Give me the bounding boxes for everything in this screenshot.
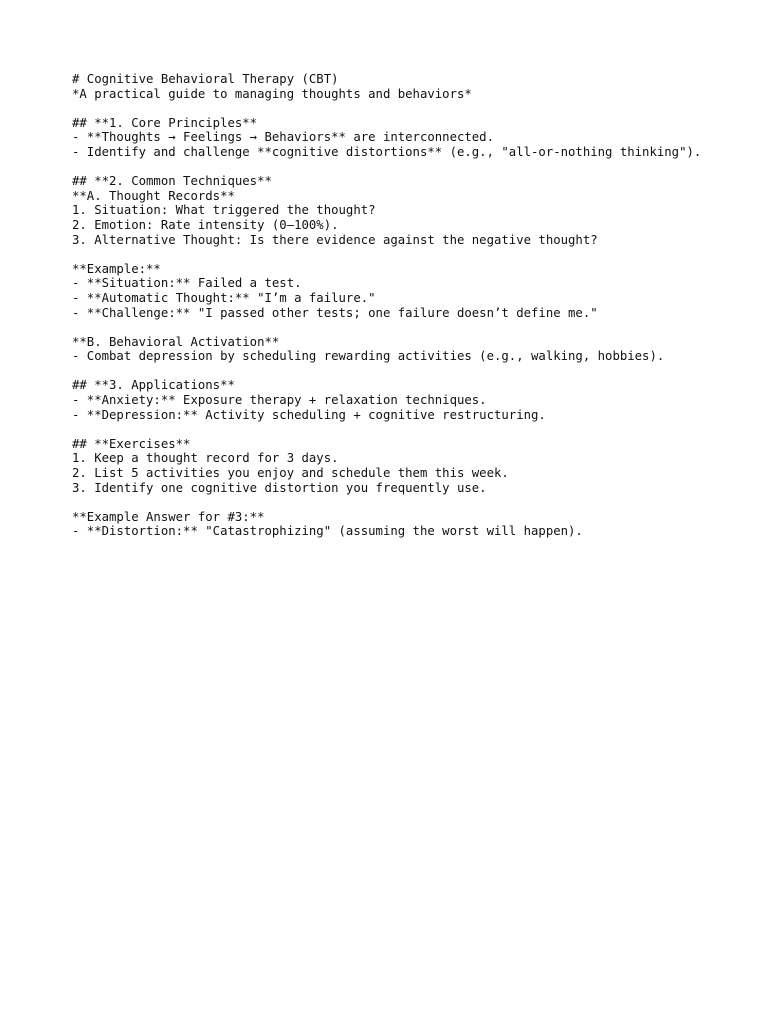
example-answer-heading: **Example Answer for #3:** (72, 509, 265, 524)
list-item: 2. List 5 activities you enjoy and schedule them this week. (72, 466, 509, 481)
list-item: 3. Identify one cognitive distortion you frequently use. (72, 480, 487, 495)
spacer (72, 364, 702, 379)
list-item: - **Challenge:** "I passed other tests; one failure doesn’t define me." (72, 305, 598, 320)
list-item: - **Distortion:** "Catastrophizing" (assuming the worst will happen). (72, 524, 583, 539)
list-item: 3. Alternative Thought: Is there evidence against the negative thought? (72, 232, 598, 247)
list-item: - **Depression:** Activity scheduling + cognitive restructuring. (72, 407, 546, 422)
spacer (72, 160, 702, 175)
document-title: # Cognitive Behavioral Therapy (CBT) (72, 72, 339, 86)
spacer (72, 101, 702, 116)
list-item: - Identify and challenge **cognitive distortions** (e.g., "all-or-nothing thinking"). (72, 144, 702, 159)
document-page (72, 72, 702, 539)
subheading-thought-records: **A. Thought Records** (72, 188, 235, 203)
list-item: - **Thoughts → Feelings → Behaviors** are interconnected. (72, 130, 494, 145)
list-item: - **Situation:** Failed a test. (72, 276, 302, 291)
list-item: - **Automatic Thought:** "I’m a failure." (72, 290, 376, 305)
list-item: 1. Keep a thought record for 3 days. (72, 451, 339, 466)
section-heading-common-techniques: ## **2. Common Techniques** (72, 174, 272, 189)
list-item: 1. Situation: What triggered the thought? (72, 203, 376, 218)
list-item: - **Anxiety:** Exposure therapy + relaxation techniques. (72, 393, 487, 408)
spacer (72, 320, 702, 335)
spacer (72, 495, 702, 510)
document-subtitle: *A practical guide to managing thoughts and behaviors* (72, 86, 472, 101)
section-heading-exercises: ## **Exercises** (72, 436, 191, 451)
subheading-behavioral-activation: **B. Behavioral Activation** (72, 334, 280, 349)
list-item: - Combat depression by scheduling rewarding activities (e.g., walking, hobbies). (72, 349, 665, 364)
section-heading-applications: ## **3. Applications** (72, 378, 235, 393)
spacer (72, 422, 702, 437)
spacer (72, 247, 702, 262)
section-heading-core-principles: ## **1. Core Principles** (72, 115, 258, 130)
example-heading: **Example:** (72, 261, 161, 276)
list-item: 2. Emotion: Rate intensity (0–100%). (72, 217, 339, 232)
